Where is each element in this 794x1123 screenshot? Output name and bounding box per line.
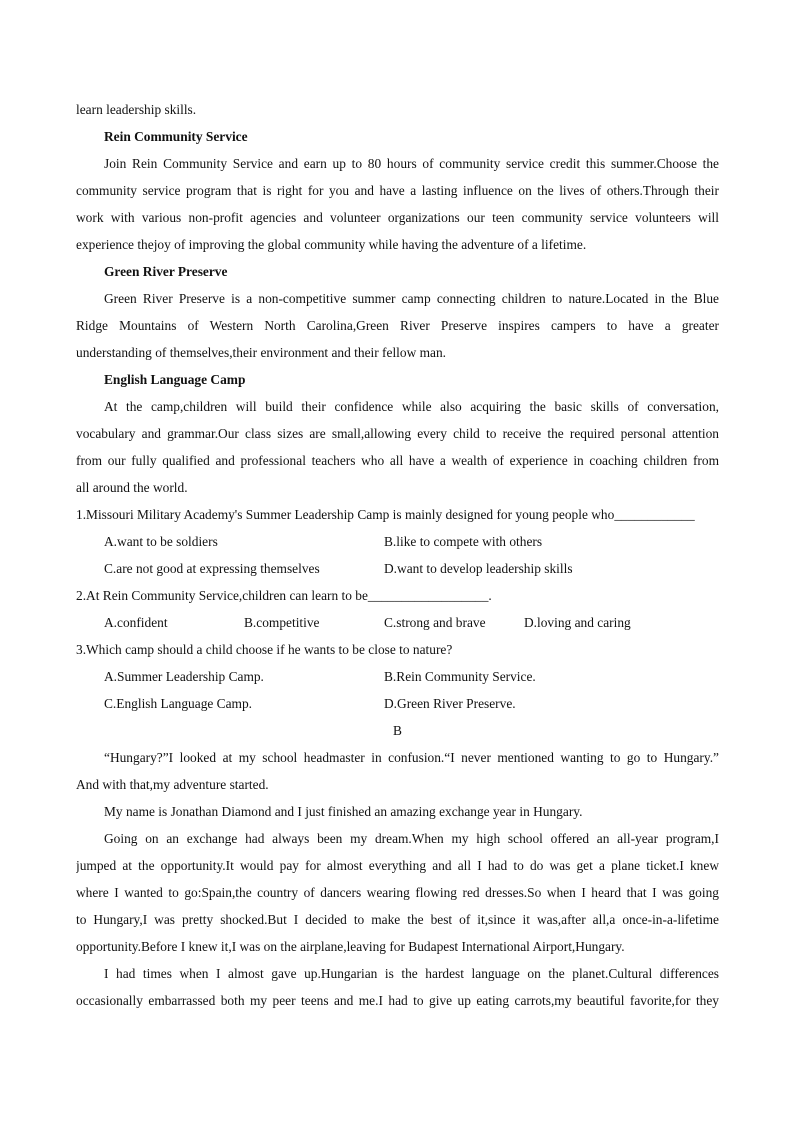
- option: C.are not good at expressing themselves: [104, 561, 320, 576]
- text-line: where I wanted to go:Spain,the country of dancers wearing flowing red dresses.So when I heard that I was going: [76, 885, 719, 900]
- document-page: [76, 96, 719, 1014]
- text-line: I had times when I almost gave up.Hungarian is the hardest language on the planet.Cultural differences: [104, 966, 719, 981]
- text-line: experience thejoy of improving the global community while having the adventure of a lifetime.: [76, 237, 587, 252]
- question-stem: 1.Missouri Military Academy's Summer Leadership Camp is mainly designed for young people who____________: [76, 507, 695, 522]
- text-line: jumped at the opportunity.It would pay for almost everything and all I had to do was get a plane ticket.I knew: [76, 858, 719, 873]
- text-line: work with various non-profit agencies and volunteer organizations our teen community service volunteers will: [76, 210, 719, 225]
- section-heading: English Language Camp: [104, 372, 246, 387]
- option: B.like to compete with others: [384, 534, 543, 549]
- text-line: from our fully qualified and professional teachers who all have a wealth of experience in coaching children from: [76, 453, 719, 468]
- text-line: opportunity.Before I knew it,I was on the airplane,leaving for Budapest International Airport,Hungary.: [76, 939, 625, 954]
- text-line: At the camp,children will build their confidence while also acquiring the basic skills of conversation,: [104, 399, 719, 414]
- option: D.Green River Preserve.: [384, 696, 516, 711]
- option: D.want to develop leadership skills: [384, 561, 573, 576]
- text-line: Green River Preserve is a non-competitive summer camp connecting children to nature.Located in the Blue: [104, 291, 719, 306]
- text-line: understanding of themselves,their environment and their fellow man.: [76, 345, 447, 360]
- text-line: “Hungary?”I looked at my school headmaster in confusion.“I never mentioned wanting to go to Hungary.”: [104, 750, 719, 765]
- text-line: all around the world.: [76, 480, 188, 495]
- question-stem: 3.Which camp should a child choose if he wants to be close to nature?: [76, 642, 453, 657]
- section-heading: Rein Community Service: [104, 129, 248, 144]
- section-heading: Green River Preserve: [104, 264, 228, 279]
- option: B.Rein Community Service.: [384, 669, 536, 684]
- text-line: Join Rein Community Service and earn up to 80 hours of community service credit this summer.Choose the: [104, 156, 719, 171]
- question-stem: 2.At Rein Community Service,children can learn to be__________________.: [76, 588, 492, 603]
- option: A.confident: [104, 615, 168, 630]
- option: C.strong and brave: [384, 615, 486, 630]
- option-row: [76, 663, 719, 690]
- text-line: My name is Jonathan Diamond and I just finished an amazing exchange year in Hungary.: [104, 804, 583, 819]
- option: B.competitive: [244, 615, 320, 630]
- text-line: vocabulary and grammar.Our class sizes are small,allowing every child to receive the required personal attention: [76, 426, 719, 441]
- text-line: Going on an exchange had always been my dream.When my high school offered an all-year program,I: [104, 831, 719, 846]
- option: A.Summer Leadership Camp.: [104, 669, 264, 684]
- text-line: community service program that is right for you and have a lasting influence on the lives of others.Through their: [76, 183, 719, 198]
- option: D.loving and caring: [524, 615, 631, 630]
- text-line: learn leadership skills.: [76, 102, 197, 117]
- text-line: And with that,my adventure started.: [76, 777, 269, 792]
- option: A.want to be soldiers: [104, 534, 218, 549]
- text-line: occasionally embarrassed both my peer teens and me.I had to give up eating carrots,my beautiful favorite,for they: [76, 993, 719, 1008]
- option-row: [76, 528, 719, 555]
- option-row: [76, 690, 719, 717]
- part-label: B: [393, 723, 402, 738]
- option: C.English Language Camp.: [104, 696, 253, 711]
- text-line: to Hungary,I was pretty shocked.But I decided to make the best of it,since it was,after all,a once-in-a-lifetime: [76, 912, 719, 927]
- text-line: Ridge Mountains of Western North Carolina,Green River Preserve inspires campers to have a greater: [76, 318, 719, 333]
- option-row: [76, 609, 719, 636]
- option-row: [76, 555, 719, 582]
